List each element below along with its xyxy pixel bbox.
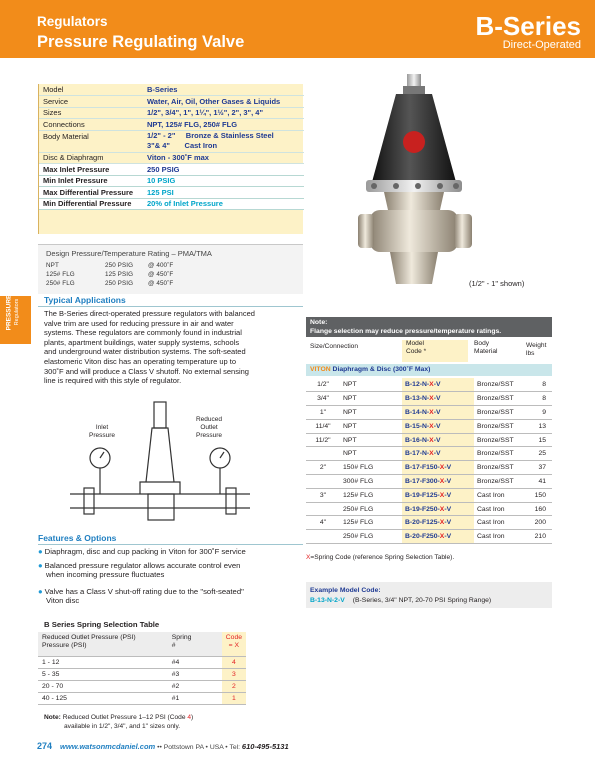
- spring-table-heading: B Series Spring Selection Table: [44, 620, 160, 629]
- model-code: [402, 502, 474, 516]
- model-size: 2": [306, 461, 340, 475]
- col-header: Spring: [171, 634, 192, 641]
- spring-code: 4: [222, 656, 246, 668]
- model-body: Bronze/SST: [474, 475, 528, 489]
- product-title: Pressure Regulating Valve: [37, 33, 245, 51]
- model-weight: 37: [528, 461, 552, 475]
- col-header: Pressure (PSI): [42, 642, 87, 650]
- model-conn: NPT: [340, 433, 402, 447]
- spec-row: [39, 96, 304, 108]
- spec-label: Connections: [39, 119, 143, 131]
- model-size: 4": [306, 516, 340, 530]
- model-code-x: X: [439, 477, 445, 485]
- applications-line: 300˚F and will produce a Class V shutoff. No external sensing: [44, 366, 249, 376]
- section-brand: VITON: [310, 366, 331, 373]
- series-subtitle: Direct-Operated: [502, 39, 581, 51]
- model-code-base: B-20-F250-: [405, 533, 440, 541]
- model-weight: 41: [528, 475, 552, 489]
- side-tab: [0, 296, 31, 344]
- table-row: [306, 502, 552, 516]
- model-conn: NPT: [340, 419, 402, 433]
- model-conn: NPT: [340, 392, 402, 406]
- spec-label: Model: [39, 84, 143, 96]
- note-text: Reduced Outlet Pressure 1–12 PSI (Code: [62, 714, 188, 721]
- model-body: Bronze/SST: [474, 433, 528, 447]
- footer: [37, 741, 289, 751]
- category-title: Regulators: [37, 14, 108, 29]
- model-conn: 125# FLG: [340, 516, 402, 530]
- feature-item: [38, 587, 306, 605]
- spec-value: B-Series: [143, 84, 304, 96]
- table-row: [306, 433, 552, 447]
- model-table-header: [306, 340, 552, 362]
- model-code-base: B-19-F125-: [405, 491, 440, 499]
- model-weight: 210: [528, 530, 552, 544]
- model-code-base: B-13-N-: [405, 395, 430, 403]
- applications-heading: Typical Applications: [44, 295, 126, 305]
- section-title: Diaphragm & Disc (300˚F Max): [330, 366, 431, 373]
- model-code-suffix: -V: [444, 491, 452, 499]
- inlet-label-line: Pressure: [88, 432, 115, 439]
- col-header-body: [474, 340, 497, 356]
- applications-line: systems. These regulators are commonly found in industrial: [44, 328, 242, 338]
- col-header: Reduced Outlet Pressure (PSI): [42, 634, 136, 641]
- applications-line: and underground water distribution systems. The soft-seated: [44, 347, 246, 357]
- table-row: [38, 680, 246, 692]
- spec-value: 20% of Inlet Pressure: [143, 198, 304, 210]
- note-text: Flange selection may reduce pressure/temperature ratings.: [310, 327, 502, 335]
- example-box: [306, 582, 552, 608]
- model-code-base: B-17-F300-: [405, 477, 440, 485]
- model-weight: 8: [528, 378, 552, 392]
- model-code-suffix: -V: [444, 477, 452, 485]
- model-code-x: X: [439, 505, 445, 513]
- spring-number: #3: [168, 668, 222, 680]
- model-code-base: B-16-N-: [405, 436, 430, 444]
- design-pressure: 125 PSIG: [105, 271, 134, 278]
- spec-label: Max Inlet Pressure: [39, 164, 143, 176]
- spring-range: 5 - 35: [38, 668, 168, 680]
- note-code: 4: [187, 714, 191, 721]
- model-conn: NPT: [340, 406, 402, 420]
- table-row: [306, 461, 552, 475]
- model-code: [402, 488, 474, 502]
- model-size: [306, 447, 340, 461]
- spec-value: 10 PSIG: [143, 175, 304, 187]
- spec-row: [39, 152, 304, 164]
- model-size: [306, 475, 340, 489]
- model-weight: 160: [528, 502, 552, 516]
- model-code-suffix: -V: [444, 464, 452, 472]
- applications-line: The B-Series direct-operated pressure regulators with balanced: [44, 309, 255, 318]
- bullet-icon: ●: [38, 587, 43, 596]
- model-code-x: X: [429, 395, 434, 403]
- spring-code: 2: [222, 680, 246, 692]
- model-code: [402, 433, 474, 447]
- model-code-base: B-17-N-: [405, 450, 430, 458]
- model-code: [402, 406, 474, 420]
- footer-address: •• Pottstown PA • USA • Tel:: [155, 744, 242, 751]
- spec-label: Sizes: [39, 107, 143, 119]
- model-code: [402, 516, 474, 530]
- model-size: 1/2": [306, 378, 340, 392]
- spec-value: 125 PSI: [143, 187, 304, 199]
- model-body: Cast Iron: [474, 502, 528, 516]
- model-body: Bronze/SST: [474, 419, 528, 433]
- col-header-weight: [526, 342, 546, 358]
- model-code: [402, 475, 474, 489]
- spec-row: [39, 107, 304, 119]
- col-header: Size/Connection: [310, 343, 359, 350]
- feature-item: [38, 547, 306, 556]
- note-text: available in 1/2", 3/4", and 1" sizes only.: [64, 723, 181, 730]
- spec-value: Viton - 300˚F max: [143, 152, 304, 164]
- applications-text: [44, 309, 306, 386]
- inlet-label-line: Inlet: [95, 424, 109, 431]
- model-conn: 150# FLG: [340, 461, 402, 475]
- col-header: lbs: [526, 350, 535, 357]
- spring-number: #1: [168, 692, 222, 704]
- design-pressure: 250 PSIG: [105, 262, 134, 269]
- spring-table-header: [38, 632, 246, 656]
- model-code: [402, 447, 474, 461]
- features-heading: Features & Options: [38, 533, 117, 543]
- model-code-base: B-14-N-: [405, 408, 430, 416]
- col-header: #: [171, 642, 176, 650]
- spring-number: #4: [168, 656, 222, 668]
- feature-text: Valve has a Class V shut-off rating due to the "soft-seated": [44, 587, 244, 596]
- outlet-label-line: Reduced: [195, 416, 223, 423]
- feature-text: Viton disc: [46, 596, 80, 605]
- footer-url[interactable]: www.watsonmcdaniel.com: [60, 742, 156, 751]
- model-conn: NPT: [340, 447, 402, 461]
- model-body: Bronze/SST: [474, 461, 528, 475]
- model-size: 11/4": [306, 419, 340, 433]
- model-body: Bronze/SST: [474, 392, 528, 406]
- spec-label: Min Inlet Pressure: [39, 175, 143, 187]
- model-weight: 25: [528, 447, 552, 461]
- model-weight: 13: [528, 419, 552, 433]
- model-size: 1": [306, 406, 340, 420]
- model-code-suffix: -V: [444, 519, 452, 527]
- model-code-x: X: [429, 381, 434, 389]
- model-conn: 250# FLG: [340, 530, 402, 544]
- divider: [38, 306, 303, 307]
- model-code-x: X: [439, 519, 445, 527]
- model-size: [306, 530, 340, 544]
- spec-value: Water, Air, Oil, Other Gases & Liquids: [143, 96, 304, 108]
- spec-table: [38, 84, 303, 234]
- model-weight: 8: [528, 392, 552, 406]
- footnote-x: X: [306, 554, 311, 561]
- model-body: Bronze/SST: [474, 447, 528, 461]
- example-code: B-13-N-2-V: [310, 597, 345, 604]
- feature-text: Balanced pressure regulator allows accurate control even: [44, 561, 241, 570]
- model-conn: 300# FLG: [340, 475, 402, 489]
- model-code: [402, 378, 474, 392]
- outlet-label-line: Outlet: [200, 424, 218, 431]
- spec-row: [39, 187, 304, 199]
- design-heading: Design Pressure/Temperature Rating – PMA/TMA: [46, 249, 212, 258]
- table-row: [306, 378, 552, 392]
- spec-value-2: 3"& 4" Cast Iron: [147, 141, 218, 150]
- model-code-suffix: -V: [433, 436, 441, 444]
- photo-caption: (1/2" - 1" shown): [469, 279, 525, 288]
- spec-value: NPT, 125# FLG, 250# FLG: [143, 119, 304, 131]
- outlet-label-line: Pressure: [195, 432, 222, 439]
- note-label: Note:: [44, 714, 61, 721]
- table-row: [38, 692, 246, 704]
- series-title: B-Series: [475, 11, 581, 41]
- model-size: 11/2": [306, 433, 340, 447]
- spring-number: #2: [168, 680, 222, 692]
- spec-row: [39, 164, 304, 176]
- model-conn: 125# FLG: [340, 488, 402, 502]
- header-banner: [0, 0, 595, 58]
- spring-note: [44, 713, 193, 731]
- model-weight: 15: [528, 433, 552, 447]
- page-number: 274: [37, 741, 53, 751]
- model-code: [402, 392, 474, 406]
- table-row: [306, 406, 552, 420]
- bullet-icon: ●: [38, 561, 43, 570]
- table-row: [306, 530, 552, 544]
- col-header: Code *: [406, 348, 427, 355]
- model-code-base: B-19-F250-: [405, 505, 440, 513]
- model-body: Bronze/SST: [474, 378, 528, 392]
- spec-row: [39, 130, 304, 152]
- model-code-x: X: [439, 533, 445, 541]
- spring-code: 3: [222, 668, 246, 680]
- footer-phone: 610-495-5131: [241, 742, 289, 751]
- col-header: Weight: [526, 342, 547, 349]
- applications-line: line is required with this style of regulator.: [44, 376, 182, 386]
- model-note-bar: [306, 317, 552, 337]
- applications-line: plants, apartment buildings, water supply systems, schools: [44, 337, 240, 347]
- spec-row: [39, 84, 304, 96]
- model-size: 3/4": [306, 392, 340, 406]
- spec-value: 1/2", 3/4", 1", 1¼", 1½", 2", 3", 4": [143, 107, 304, 119]
- model-code-base: B-12-N-: [405, 381, 430, 389]
- model-code-suffix: -V: [433, 395, 441, 403]
- model-code-base: B-15-N-: [405, 422, 430, 430]
- feature-item: [38, 561, 306, 579]
- model-footnote: [306, 554, 454, 561]
- table-row: [306, 447, 552, 461]
- applications-line: elastomeric Viton disc has an operating temperature up to: [44, 356, 237, 366]
- model-code-x: X: [439, 464, 445, 472]
- spring-code: 1: [222, 692, 246, 704]
- spec-row: [39, 119, 304, 131]
- table-row: [38, 668, 246, 680]
- spring-table: [38, 632, 246, 705]
- model-code-x: X: [429, 422, 434, 430]
- model-code-suffix: -V: [433, 381, 441, 389]
- design-conn: 125# FLG: [46, 271, 75, 278]
- table-row: [38, 656, 246, 668]
- model-code: [402, 461, 474, 475]
- model-code-suffix: -V: [444, 505, 452, 513]
- table-row: [306, 488, 552, 502]
- bullet-icon: ●: [38, 547, 43, 556]
- model-body: Bronze/SST: [474, 406, 528, 420]
- divider: [38, 544, 303, 545]
- model-code: [402, 419, 474, 433]
- design-temp: @ 400˚F: [148, 262, 174, 269]
- example-label: Example Model Code:: [310, 587, 381, 594]
- spec-row: [39, 198, 304, 210]
- table-row: [306, 419, 552, 433]
- model-code-suffix: -V: [444, 533, 452, 541]
- applications-line: valve trim are used for reducing pressure in air and water: [44, 318, 234, 328]
- spec-value: 1/2" - 2" Bronze & Stainless Steel: [147, 130, 274, 140]
- col-header-model: [402, 340, 468, 362]
- model-table: [306, 378, 552, 544]
- model-body: Cast Iron: [474, 488, 528, 502]
- model-code-base: B-17-F150-: [405, 464, 440, 472]
- spec-label: Max Differential Pressure: [39, 187, 143, 199]
- feature-text: when incoming pressure fluctuates: [46, 570, 165, 579]
- model-body: Cast Iron: [474, 530, 528, 544]
- table-row: [306, 392, 552, 406]
- spec-label: Min Differential Pressure: [39, 198, 143, 210]
- example-desc: (B-Series, 3/4" NPT, 20-70 PSI Spring Range): [352, 597, 492, 604]
- feature-text: Diaphragm, disc and cup packing in Viton for 300˚F service: [44, 547, 246, 556]
- model-code-suffix: -V: [433, 408, 441, 416]
- col-header: Material: [474, 348, 498, 355]
- col-header: = X: [228, 642, 240, 650]
- design-conn: NPT: [46, 262, 59, 269]
- spring-range: 20 - 70: [38, 680, 168, 692]
- side-tab-title: PRESSURE: [5, 294, 13, 331]
- regulator-photo: [356, 72, 476, 294]
- col-header: Code: [225, 634, 242, 641]
- spring-range: 40 - 125: [38, 692, 168, 704]
- table-row: [306, 475, 552, 489]
- model-code-x: X: [429, 436, 434, 444]
- footnote-text: =Spring Code (reference Spring Selection Table).: [310, 554, 455, 561]
- model-code: [402, 530, 474, 544]
- model-code-x: X: [439, 491, 445, 499]
- model-size: 3": [306, 488, 340, 502]
- installation-diagram: [70, 398, 250, 526]
- model-code-suffix: -V: [433, 450, 441, 458]
- spec-value: 250 PSIG: [143, 164, 304, 176]
- spec-label: Disc & Diaphragm: [39, 152, 143, 164]
- design-pressure: 250 PSIG: [105, 280, 134, 287]
- model-conn: NPT: [340, 378, 402, 392]
- spec-label: Body Material: [39, 130, 143, 152]
- side-tab-subtitle: Regulators: [14, 298, 20, 326]
- table-row: [306, 516, 552, 530]
- model-code-x: X: [429, 450, 434, 458]
- spec-label: Service: [39, 96, 143, 108]
- design-temp: @ 450˚F: [148, 280, 174, 287]
- note-text: ): [191, 714, 194, 721]
- model-weight: 150: [528, 488, 552, 502]
- design-conn: 250# FLG: [46, 280, 75, 287]
- model-weight: 9: [528, 406, 552, 420]
- model-conn: 250# FLG: [340, 502, 402, 516]
- model-weight: 200: [528, 516, 552, 530]
- col-header: Body: [474, 340, 490, 347]
- design-temp: @ 450˚F: [148, 271, 174, 278]
- model-body: Cast Iron: [474, 516, 528, 530]
- model-code-base: B-20-F125-: [405, 519, 440, 527]
- spring-range: 1 - 12: [38, 656, 168, 668]
- model-code-x: X: [429, 408, 434, 416]
- note-label: Note:: [310, 319, 328, 326]
- col-header: Model: [406, 340, 424, 347]
- spec-row: [39, 175, 304, 187]
- design-rating-box: [38, 244, 303, 294]
- model-code-suffix: -V: [433, 422, 441, 430]
- section-row: [306, 364, 552, 376]
- model-size: [306, 502, 340, 516]
